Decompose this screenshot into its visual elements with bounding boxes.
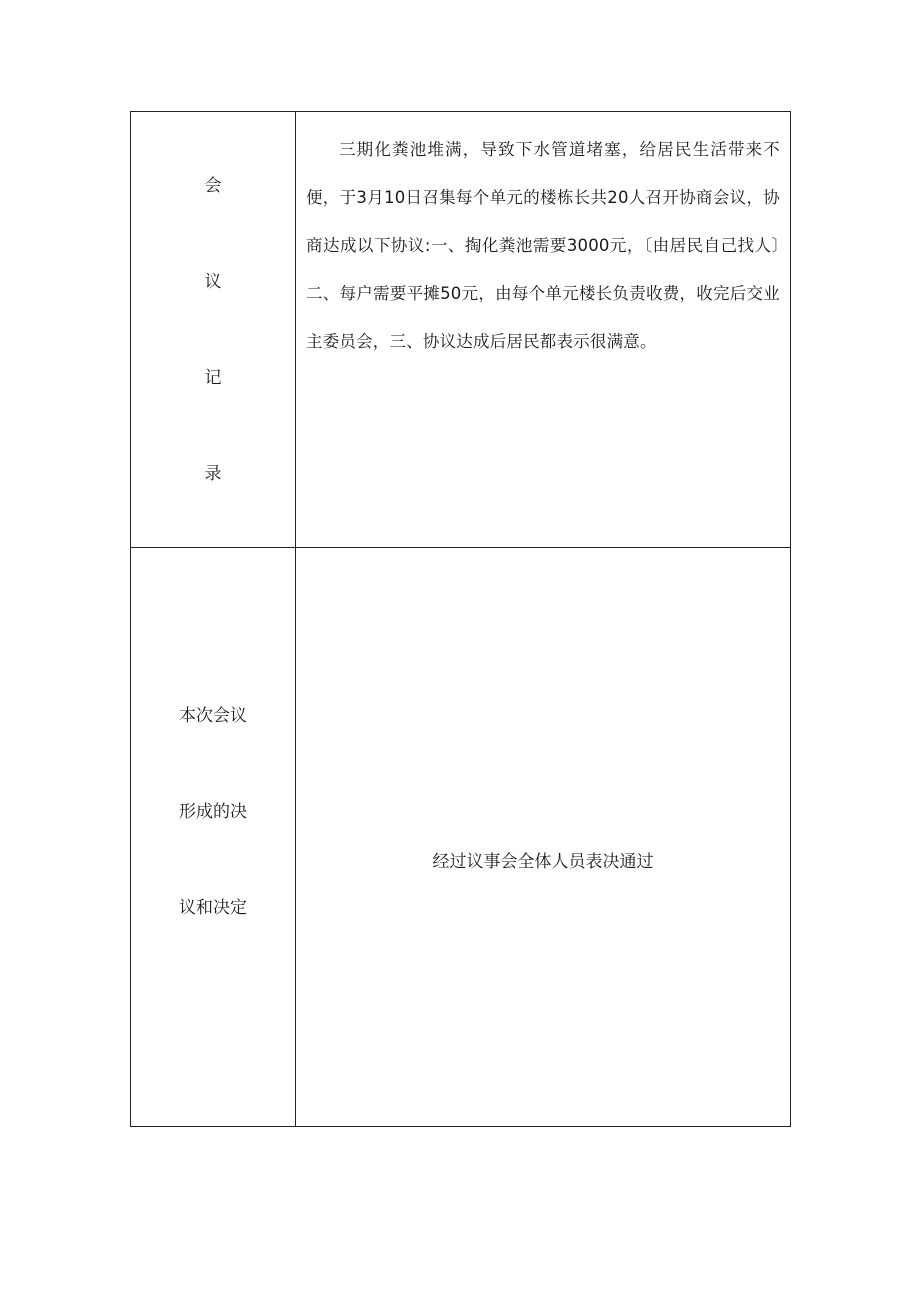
label-char-4: 录 <box>204 464 222 484</box>
decision-result-text: 经过议事会全体人员表决通过 <box>432 852 654 872</box>
meeting-minutes-row <box>131 112 791 548</box>
meeting-minutes-label-cell <box>131 112 296 548</box>
meeting-minutes-label <box>131 112 295 547</box>
meeting-minutes-content-cell <box>296 112 791 548</box>
decision-content-cell <box>296 548 791 1127</box>
decision-label-line-2: 形成的决 <box>179 802 247 822</box>
decision-content <box>296 548 790 1126</box>
decision-label-cell <box>131 548 296 1127</box>
decision-label <box>131 548 295 1126</box>
meeting-record-table <box>130 111 791 1127</box>
label-char-2: 议 <box>204 272 222 292</box>
decision-label-line-3: 议和决定 <box>179 898 247 918</box>
label-char-3: 记 <box>204 368 222 388</box>
decision-label-line-1: 本次会议 <box>179 706 247 726</box>
label-char-1: 会 <box>204 176 222 196</box>
meeting-minutes-text: 三期化粪池堆满，导致下水管道堵塞，给居民生活带来不便，于3月10日召集每个单元的楼栋长共20人召开协商会议，协商达成以下协议:一、掏化粪池需要3000元，〔由居民自己找人〕二、每户需要平摊50元，由每个单元楼长负责收费，收完后交业主委员会，三、协议达成后居民都表示很满意。 <box>306 140 780 351</box>
decision-row <box>131 548 791 1127</box>
